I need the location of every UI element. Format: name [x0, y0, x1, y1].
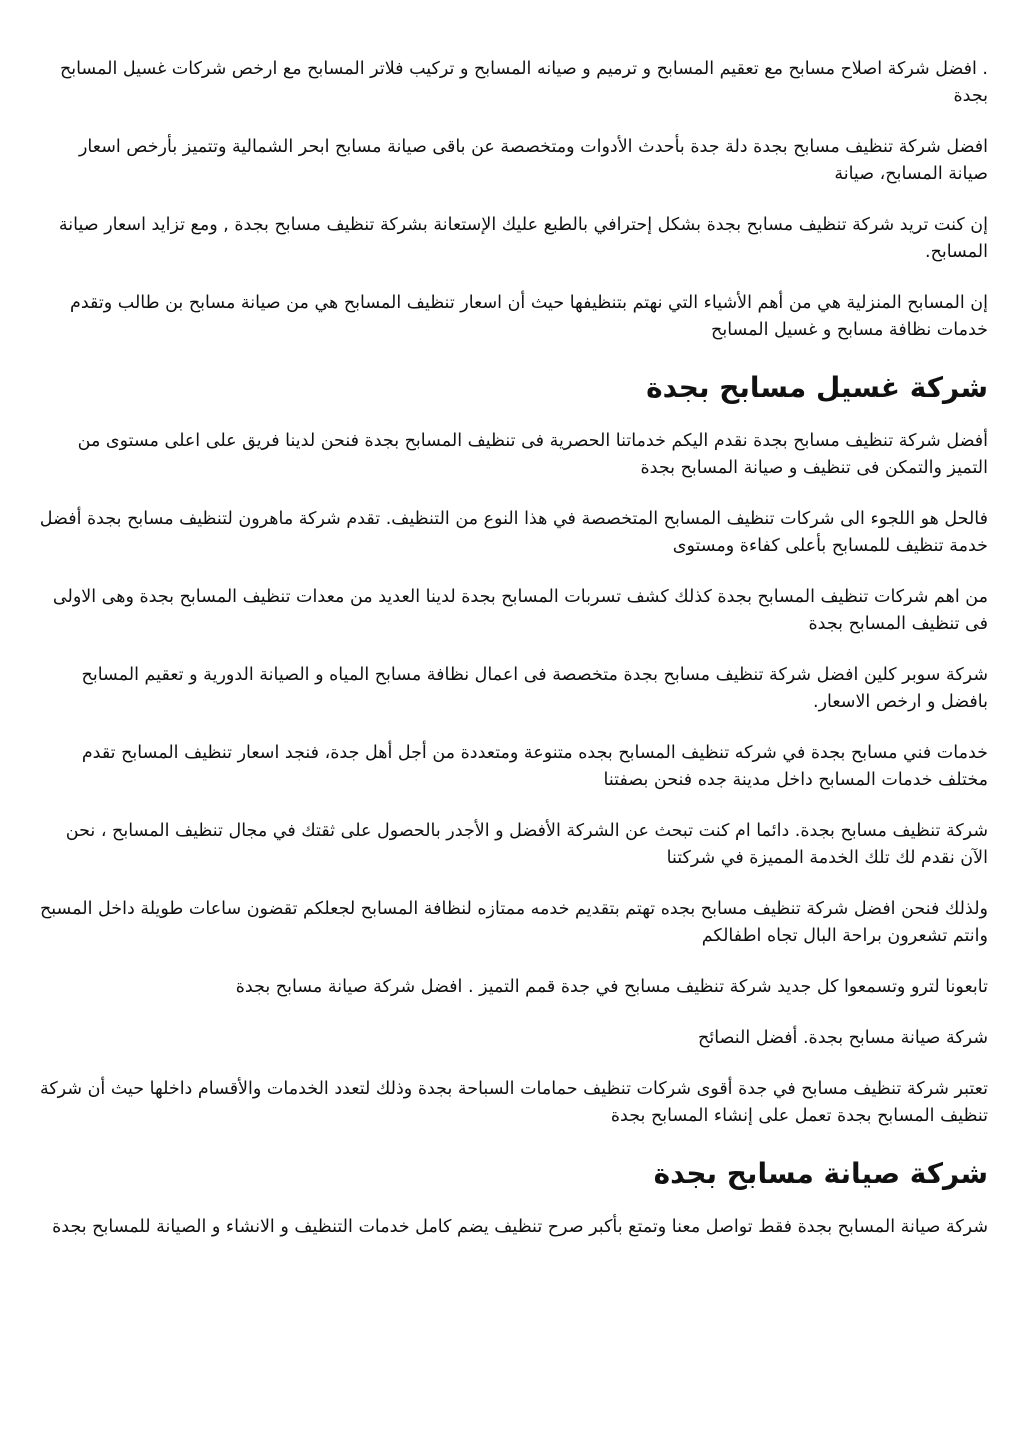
- section-1-paragraph-10: تعتبر شركة تنظيف مسابح في جدة أقوى شركات تنظيف حمامات السباحة بجدة وذلك لتعدد الخدمات والأقسام داخلها حيث أن شركة تنظيف المسابح بجدة تعمل على إنشاء المسابح بجدة: [39, 1079, 988, 1126]
- section-pool-washing: [36, 368, 988, 1130]
- section-pool-maintenance: [36, 1154, 988, 1241]
- section-1-paragraph-7: ولذلك فنحن افضل شركة تنظيف مسابح بجده تهتم بتقديم خدمه ممتازه لنظافة المسابح لجعلكم تقضون ساعات طويلة داخل المسبح وانتم تشعرون براحة البال تجاه اطفالكم: [39, 899, 988, 946]
- section-1-paragraph-4: شركة سوبر كلين افضل شركة تنظيف مسابح بجدة متخصصة فى اعمال نظافة مسابح المياه و الصيانة الدورية و تعقيم المسابح بافضل و ارخص الاسعار.: [81, 665, 988, 712]
- section-heading-pool-maintenance: شركة صيانة مسابح بجدة: [653, 1157, 988, 1190]
- intro-block: [36, 56, 988, 344]
- section-1-paragraph-8: تابعونا لترو وتسمعوا كل جديد شركة تنظيف مسابح في جدة قمم التميز . افضل شركة صيانة مسابح بجدة: [235, 977, 988, 997]
- intro-paragraph-4: إن المسابح المنزلية هي من أهم الأشياء التي نهتم بتنظيفها حيث أن اسعار تنظيف المسابح هي من صيانة مسابح بن طالب وتقدم خدمات نظافة مسابح و غسيل المسابح: [70, 293, 988, 340]
- section-2-paragraph-1: شركة صيانة المسابح بجدة فقط تواصل معنا وتمتع بأكبر صرح تنظيف يضم كامل خدمات التنظيف و الانشاء و الصيانة للمسابح بجدة: [52, 1217, 988, 1237]
- section-1-paragraph-9: شركة صيانة مسابح بجدة. أفضل النصائح: [698, 1028, 988, 1048]
- section-1-paragraph-3: من اهم شركات تنظيف المسابح بجدة كذلك كشف تسربات المسابح بجدة لدينا العديد من معدات تنظيف المسابح بجدة وهى الاولى فى تنظيف المسابح بجدة: [52, 587, 988, 634]
- section-1-paragraph-6: شركة تنظيف مسابح بجدة. دائما ام كنت تبحث عن الشركة الأفضل و الأجدر بالحصول على ثقتك في مجال تنظيف المسابح ، نحن الآن نقدم لك تلك الخدمة المميزة في شركتنا: [65, 821, 988, 868]
- section-1-paragraph-5: خدمات فني مسابح بجدة في شركه تنظيف المسابح بجده متنوعة ومتعددة من أجل أهل جدة، فنجد اسعار تنظيف المسابح تقدم مختلف خدمات المسابح داخل مدينة جده فنحن بصفتنا: [81, 743, 988, 790]
- section-1-paragraph-1: أفضل شركة تنظيف مسابح بجدة نقدم اليكم خدماتنا الحصرية فى تنظيف المسابح بجدة فنحن لدينا فريق على اعلى مستوى من التميز والتمكن فى تنظيف و صيانة المسابح بجدة: [77, 431, 988, 478]
- section-heading-pool-washing: شركة غسيل مسابح بجدة: [646, 371, 988, 404]
- section-1-paragraph-2: فالحل هو اللجوء الى شركات تنظيف المسابح المتخصصة في هذا النوع من التنظيف. تقدم شركة ماهرون لتنظيف مسابح بجدة أفضل خدمة تنظيف للمسابح بأعلى كفاءة ومستوى: [39, 509, 988, 556]
- intro-paragraph-3: إن كنت تريد شركة تنظيف مسابح بجدة بشكل إحترافي بالطبع عليك الإستعانة بشركة تنظيف مسابح بجدة , ومع تزايد اسعار صيانة المسابح.: [58, 215, 988, 262]
- intro-paragraph-1: . افضل شركة اصلاح مسابح مع تعقيم المسابح و ترميم و صيانه المسابح و تركيب فلاتر المسابح مع ارخص شركات غسيل المسابح بجدة: [59, 59, 988, 106]
- intro-paragraph-2: افضل شركة تنظيف مسابح بجدة دلة جدة بأحدث الأدوات ومتخصصة عن باقى صيانة مسابح ابحر الشمالية وتتميز بأرخص اسعار صيانة المسابح، صيانة: [78, 137, 988, 184]
